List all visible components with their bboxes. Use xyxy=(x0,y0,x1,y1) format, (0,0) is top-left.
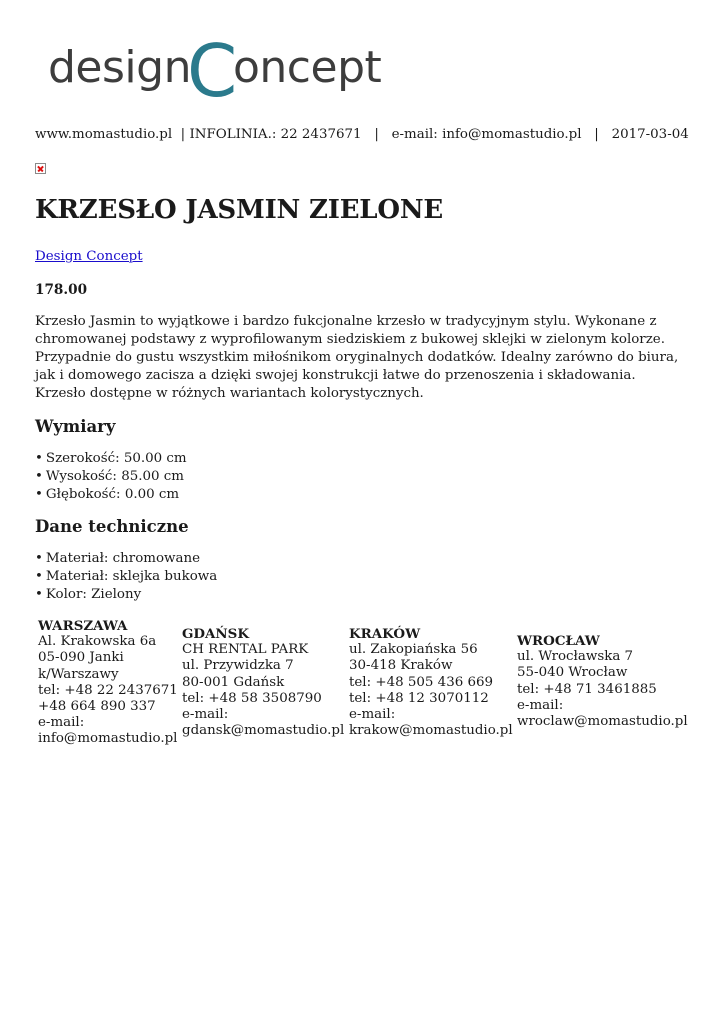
list-item: • Szerokość: 50.00 cm xyxy=(35,450,187,468)
office-line: tel: +48 22 2437671 xyxy=(38,682,178,698)
office-line: k/Warszawy xyxy=(38,666,119,682)
office-line: e-mail: xyxy=(517,697,564,713)
office-line: e-mail: xyxy=(38,715,85,731)
office-line: ul. Zakopiańska 56 xyxy=(349,642,478,658)
product-description: Krzesło Jasmin to wyjątkowe i bardzo fukcjonalne krzesło w tradycyjnym stylu. Wykonane z chromowanej podstawy z wyprofilowanym siedziskiem z bukowej sklejki w zielonym kolorze. Przypadnie do gustu wszystkim miłośnikom oryginalnych dodatków. Idealny zarówno do biura, jak i domowego zacisza a dzięki swojej konstrukcji łatwe do przenoszenia i składowania. Krzesło dostępne w różnych wariantach kolorystycznych. xyxy=(35,314,679,401)
office-email[interactable]: wroclaw@momastudio.pl xyxy=(517,714,688,730)
list-item: • Głębokość: 0.00 cm xyxy=(35,486,187,504)
office-line: ul. Wrocławska 7 xyxy=(517,649,634,665)
office-email[interactable]: krakow@momastudio.pl xyxy=(349,723,513,739)
header-email[interactable]: e-mail: info@momastudio.pl xyxy=(391,127,582,142)
product-price: 178.00 xyxy=(35,282,88,298)
dimensions-list xyxy=(35,450,187,504)
office-city: WARSZAWA xyxy=(38,618,128,634)
office-line: 30-418 Kraków xyxy=(349,658,453,674)
office-line: ul. Przywidzka 7 xyxy=(182,658,294,674)
office-line: tel: +48 12 3070112 xyxy=(349,690,489,706)
office-line: CH RENTAL PARK xyxy=(182,642,309,658)
office-line: tel: +48 71 3461885 xyxy=(517,681,657,697)
list-item: • Materiał: sklejka bukowa xyxy=(35,568,217,586)
website-url[interactable]: www.momastudio.pl xyxy=(35,127,173,142)
list-item: • Kolor: Zielony xyxy=(35,586,217,604)
list-item: • Materiał: chromowane xyxy=(35,550,217,568)
product-title: KRZESŁO JASMIN ZIELONE xyxy=(35,195,444,225)
brand-link[interactable]: Design Concept xyxy=(35,249,143,264)
office-line: 05-090 Janki xyxy=(38,650,124,666)
office-krakow xyxy=(349,626,513,739)
office-warszawa xyxy=(38,618,178,748)
office-wroclaw xyxy=(517,633,688,730)
office-city: WROCŁAW xyxy=(517,633,600,649)
office-email[interactable]: info@momastudio.pl xyxy=(38,731,178,747)
office-line: tel: +48 58 3508790 xyxy=(182,690,322,706)
office-gdansk xyxy=(182,626,344,739)
dimensions-heading: Wymiary xyxy=(35,417,116,436)
separator: | xyxy=(581,127,612,142)
office-city: KRAKÓW xyxy=(349,626,421,642)
broken-image-icon xyxy=(35,163,46,174)
print-date: 2017-03-04 xyxy=(611,127,689,142)
office-email[interactable]: gdansk@momastudio.pl xyxy=(182,723,345,739)
technical-heading: Dane techniczne xyxy=(35,517,189,536)
office-line: +48 664 890 337 xyxy=(38,699,156,715)
separator: | xyxy=(361,127,392,142)
header-info-line xyxy=(35,127,689,142)
office-line: 80-001 Gdańsk xyxy=(182,674,285,690)
logo-text-c: C xyxy=(187,36,238,106)
separator: | xyxy=(172,127,190,142)
logo-text-oncept: oncept xyxy=(233,42,382,93)
office-line: tel: +48 505 436 669 xyxy=(349,674,494,690)
list-item: • Wysokość: 85.00 cm xyxy=(35,468,187,486)
office-line: e-mail: xyxy=(182,707,229,723)
office-line: e-mail: xyxy=(349,707,396,723)
hotline: INFOLINIA.: 22 2437671 xyxy=(189,127,362,142)
technical-list xyxy=(35,550,217,604)
office-line: 55-040 Wrocław xyxy=(517,665,628,681)
brand-logo xyxy=(48,36,388,106)
office-city: GDAŃSK xyxy=(182,626,249,642)
logo-text-design: design xyxy=(48,42,191,93)
office-line: Al. Krakowska 6a xyxy=(38,634,157,650)
